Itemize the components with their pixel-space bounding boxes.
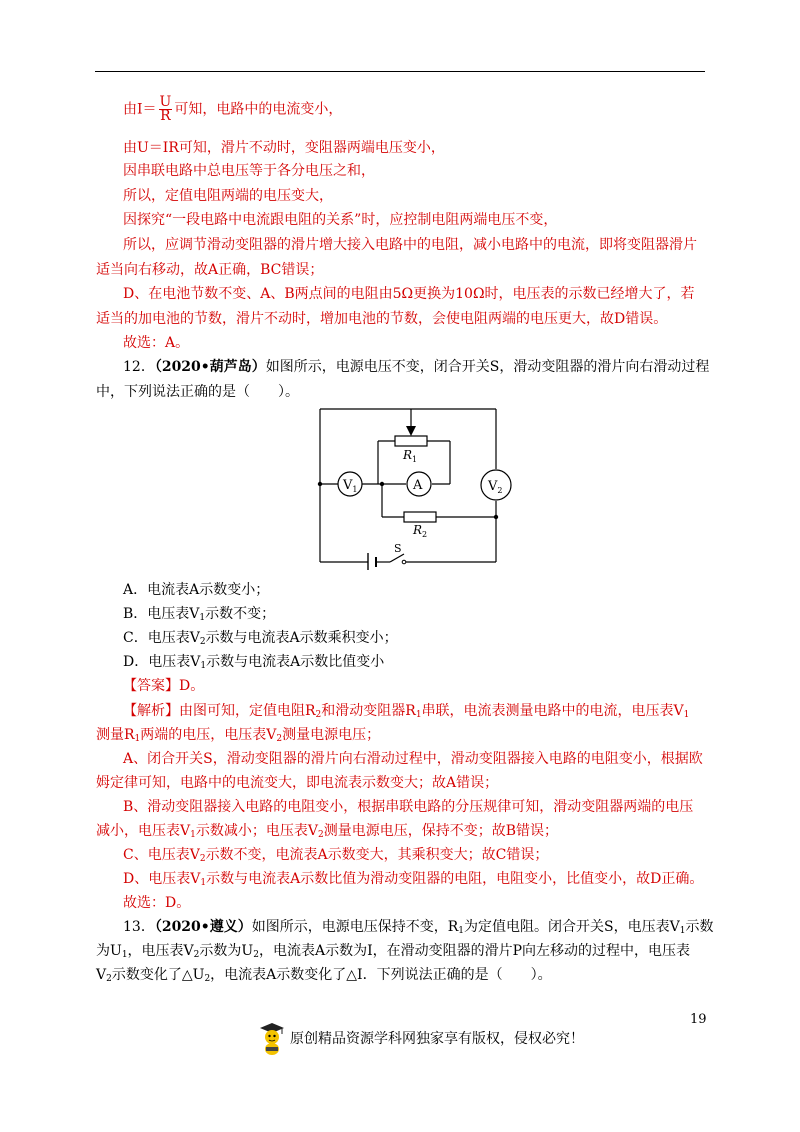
- prev-line-3: 因串联电路中总电压等于各分电压之和，: [123, 163, 375, 179]
- footer-copyright: 原创精品资源学科网独家享有版权，侵权必究！: [290, 1031, 584, 1047]
- q12-circuit-diagram: [300, 400, 520, 570]
- r1-label: $R_1$: [403, 448, 418, 464]
- prev-line-9: 适当的加电池的节数，滑片不动时，增加电池的节数，会使电阻两端的电压更大，故D错误。: [96, 311, 668, 327]
- footer: [258, 1018, 584, 1058]
- prev-line-8: D、在电池节数不变、A、B两点间的电阻由5Ω更换为10Ω时，电压表的示数已经增大了，若: [123, 286, 695, 302]
- q13-stem-line-3: $V_2$示数变化了$\triangle U_2$，电流表A示数变化了△I．下列说法正确的是（ ）。: [96, 967, 552, 984]
- junction-middle: [380, 482, 384, 486]
- q12-explanation-line-1: 【解析】由图可知，定值电阻$R_2$和滑动变阻器$R_1$串联，电流表测量电路中的电流，电压表$V_1$: [123, 703, 690, 720]
- v1-label: $V_1$: [343, 478, 358, 494]
- q12-source: （2020•葫芦岛）: [154, 359, 266, 375]
- graduate-mascot-icon: [258, 1020, 286, 1056]
- q12-explanation-line-5: B、滑动变阻器接入电路的电阻变小，根据串联电路的分压规律可知，滑动变阻器两端的电压: [123, 799, 694, 815]
- a-label: A: [413, 478, 423, 493]
- q12-answer: 【答案】D。: [123, 678, 205, 694]
- q12-option-d: D．电压表$V_1$示数与电流表A示数比值变小: [123, 654, 385, 671]
- q12-option-a: A．电流表A示数变小；: [123, 582, 270, 598]
- slider-arrowhead: [406, 426, 416, 436]
- q13-source: （2020•遵义）: [154, 919, 252, 935]
- q13-stem-line-1: 13．（2020•遵义）如图所示，电源电压保持不变，$R_1$为定值电阻。闭合开关S，电压表$V_1$示数: [123, 919, 714, 936]
- q12-explanation-line-8: D、电压表$V_1$示数与电流表A示数比值为滑动变阻器的电阻，电阻变小，比值变小，故D正确。: [123, 871, 704, 888]
- switch-pivot: [402, 560, 406, 564]
- fraction-u-over-r: $\frac{U}{R}$: [159, 94, 172, 124]
- q12-explanation-line-9: 故选：D。: [123, 895, 191, 911]
- v2-label: $V_2$: [488, 479, 503, 495]
- q12-option-b: B．电压表$V_1$示数不变；: [123, 606, 276, 623]
- q12-explanation-line-4: 姆定律可知，电路中的电流变大，即电流表示数变大；故A错误；: [96, 775, 499, 791]
- resistor-r2: [404, 512, 436, 522]
- r2-label: $R_2$: [413, 523, 428, 539]
- q12-explanation-line-2: 测量$R_1$两端的电压，电压表$V_2$测量电源电压；: [96, 727, 381, 744]
- q12-explanation-line-6: 减小，电压表$V_1$示数减小；电压表$V_2$测量电源电压，保持不变；故B错误；: [96, 823, 559, 840]
- prev-line-2: 由U＝IR可知，滑片不动时，变阻器两端电压变小，: [123, 140, 445, 156]
- junction-right: [494, 515, 498, 519]
- q12-explanation-line-7: C、电压表$V_2$示数不变，电流表A示数变大，其乘积变大；故C错误；: [123, 847, 549, 864]
- q12-option-c: C．电压表$V_2$示数与电流表A示数乘积变小；: [123, 630, 398, 647]
- resistor-r1: [395, 436, 427, 446]
- prev-line-4: 所以，定值电阻两端的电压变大，: [123, 188, 333, 204]
- prev-line-7: 适当向右移动，故A正确，BC错误；: [96, 262, 324, 278]
- header-rule: [95, 71, 705, 72]
- q12-explanation-line-3: A、闭合开关S，滑动变阻器的滑片向右滑动过程中，滑动变阻器接入电路的电阻变小，根据欧: [123, 751, 703, 767]
- q12-stem-line-2: 中，下列说法正确的是（ ）。: [96, 384, 299, 400]
- prev-line-6: 所以，应调节滑动变阻器的滑片增大接入电路中的电阻，减小电路中的电流，即将变阻器滑片: [123, 237, 697, 253]
- prev-line-1: 由I＝ $\frac{U}{R}$ 可知，电路中的电流变小，: [123, 94, 343, 124]
- s-label: S: [394, 542, 402, 555]
- prev-line-10: 故选：A。: [123, 335, 190, 351]
- q13-stem-line-2: 为$U_1$，电压表$V_2$示数为$U_2$，电流表A示数为I，在滑动变阻器的滑片P向左移动的过程中，电压表: [96, 943, 691, 960]
- prev-line-5: 因探究“一段电路中电流跟电阻的关系”时，应控制电阻两端电压不变，: [123, 212, 558, 228]
- page-number: 19: [690, 1012, 707, 1027]
- q12-stem-line-1: 12．（2020•葫芦岛）如图所示，电源电压不变，闭合开关S，滑动变阻器的滑片向右滑动过程: [123, 359, 710, 375]
- junction-left: [318, 482, 322, 486]
